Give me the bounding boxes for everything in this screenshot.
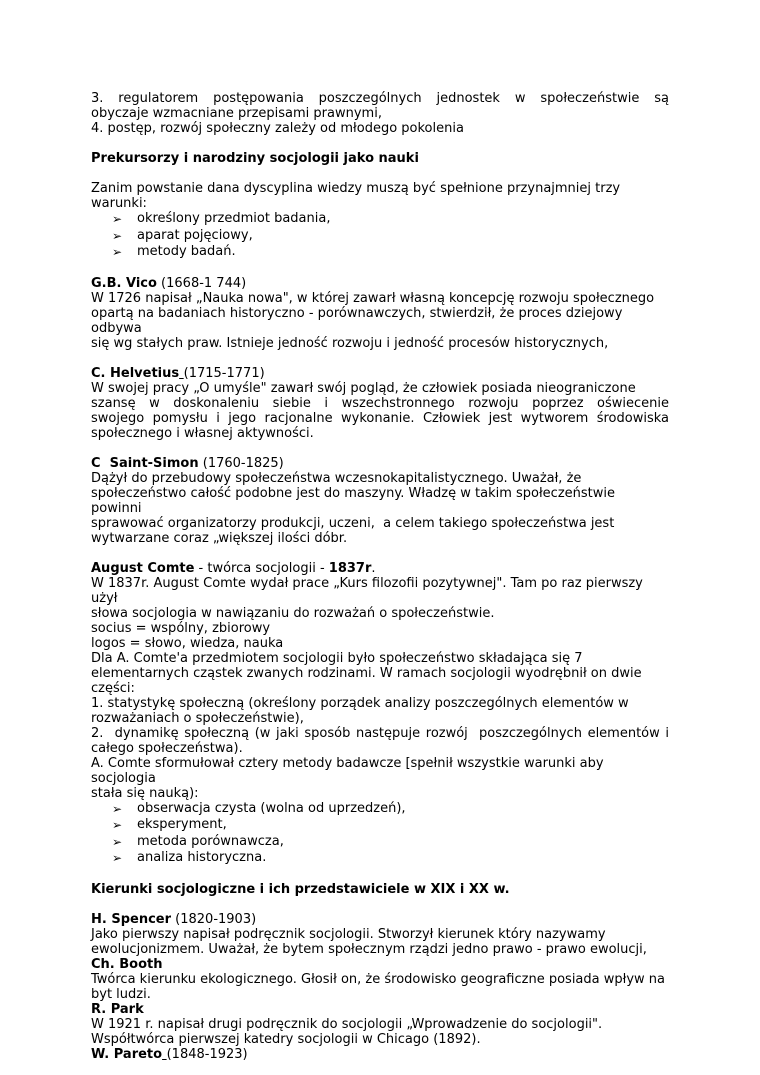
person-header-comte xyxy=(91,561,669,576)
paragraph-line: całego społeczeństwa). xyxy=(91,740,243,756)
arrow-bullet-icon: ➢ xyxy=(112,801,123,816)
paragraph-line: byt ludzi. xyxy=(91,986,151,1002)
conditions-list xyxy=(91,211,669,261)
paragraph-line: części: xyxy=(91,680,135,696)
paragraph-line: się wg stałych praw. Istnieje jedność rozwoju i jedność procesów historycznych, xyxy=(91,335,609,351)
person-header-spencer xyxy=(91,912,669,927)
section-heading-prekursorzy: Prekursorzy i narodziny socjologii jako nauki xyxy=(91,151,419,166)
list-item: ➢ obserwacja czysta (wolna od uprzedzeń), xyxy=(112,800,406,816)
paragraph-line: swojego pomysłu i jego racjonalne wykonanie. Człowiek jest wytworem środowiska xyxy=(91,410,669,426)
paragraph-line: sprawować organizatorzy produkcji, uczeni, a celem takiego społeczeństwa jest xyxy=(91,515,615,531)
paragraph-line: Dążył do przebudowy społeczeństwa wczesnokapitalistycznego. Uważał, że xyxy=(91,470,582,486)
paragraph-line: W 1837r. August Comte wydał prace „Kurs filozofii pozytywnej". Tam po raz pierwszy użył xyxy=(91,575,643,606)
key-year-tail: . xyxy=(371,560,376,576)
list-item: ➢ aparat pojęciowy, xyxy=(112,227,253,243)
person-dates: (1760-1825) xyxy=(198,455,284,471)
paragraph-line: stała się nauką): xyxy=(91,785,199,801)
paragraph-line: wytwarzane coraz „większej ilości dóbr. xyxy=(91,530,348,546)
person-header-helvetius xyxy=(91,366,669,381)
person-header-pareto xyxy=(91,1047,669,1062)
person-name: H. Spencer xyxy=(91,911,172,927)
person-dates: (1820-1903) xyxy=(171,911,257,927)
section-heading-kierunki: Kierunki socjologiczne i ich przedstawiciele w XIX i XX w. xyxy=(91,881,510,897)
paragraph-line: A. Comte sformułował cztery metody badawcze [spełnił wszystkie warunki aby socjologia xyxy=(91,755,604,786)
paragraph-line: opartą na badaniach historyczno - porównawczych, stwierdził, że proces dziejowy odbywa xyxy=(91,305,623,336)
intro-line: 3. regulatorem postępowania poszczególnych jednostek w społeczeństwie są xyxy=(91,91,669,106)
intro-line: 4. postęp, rozwój społeczny zależy od młodego pokolenia xyxy=(91,121,464,136)
paragraph-line: ewolucjonizmem. Uważał, że bytem społecznym rządzi jedno prawo - prawo ewolucji, xyxy=(91,941,647,957)
arrow-bullet-icon: ➢ xyxy=(112,228,123,243)
paragraph-line: społeczeństwo całość podobne jest do maszyny. Władzę w takim społeczeństwie powinni xyxy=(91,485,616,516)
list-item: ➢ określony przedmiot badania, xyxy=(112,211,331,226)
paragraph-line: rozważaniach o społeczeństwie), xyxy=(91,710,304,726)
paragraph-line: Dla A. Comte'a przedmiotem socjologii było społeczeństwo składająca się 7 xyxy=(91,650,583,666)
list-item: ➢ metoda porównawcza, xyxy=(112,833,284,849)
paragraph-line: Twórca kierunku ekologicznego. Głosił on, że środowisko geograficzne posiada wpływ na xyxy=(91,971,665,987)
person-name: C Saint-Simon xyxy=(91,455,199,471)
list-item: ➢ eksperyment, xyxy=(112,817,227,832)
person-header-vico xyxy=(91,276,669,291)
person-dates: (1668-1 744) xyxy=(156,275,247,291)
person-tagline: - twórca socjologii - xyxy=(194,560,329,576)
paragraph-line: Współtwórca pierwszej katedry socjologii w Chicago (1892). xyxy=(91,1031,481,1047)
arrow-bullet-icon: ➢ xyxy=(112,245,123,259)
paragraph-line: społecznego i własnej aktywności. xyxy=(91,425,314,441)
document-page xyxy=(91,91,669,1062)
person-name: C. Helvetius xyxy=(91,365,180,381)
paragraph-line: logos = słowo, wiedza, nauka xyxy=(91,635,284,651)
paragraph-line: słowa socjologia w nawiązaniu do rozważań o społeczeństwie. xyxy=(91,605,495,621)
person-name-park: R. Park xyxy=(91,1001,144,1017)
person-dates: (1715-1771) xyxy=(183,365,265,381)
arrow-bullet-icon: ➢ xyxy=(112,818,123,832)
intro-line: obyczaje wzmacniane przepisami prawnymi, xyxy=(91,106,382,121)
key-year: 1837r xyxy=(328,560,372,576)
person-header-saint-simon xyxy=(91,456,669,471)
paragraph-lead: Zanim powstanie dana dyscyplina wiedzy muszą być spełnione przynajmniej trzy warunki: xyxy=(91,181,621,211)
paragraph-line: socius = wspólny, zbiorowy xyxy=(91,620,271,636)
person-dates: (1848-1923) xyxy=(166,1046,248,1062)
person-name: August Comte xyxy=(91,560,195,576)
arrow-bullet-icon: ➢ xyxy=(112,834,123,849)
person-name: W. Pareto xyxy=(91,1046,163,1062)
paragraph-line: 2. dynamikę społeczną (w jaki sposób następuje rozwój poszczególnych elementów i xyxy=(91,725,669,741)
paragraph-line: W 1726 napisał „Nauka nowa", w której zawarł własną koncepcję rozwoju społecznego xyxy=(91,290,655,306)
methods-list xyxy=(91,801,669,867)
person-name-booth: Ch. Booth xyxy=(91,956,163,972)
arrow-bullet-icon: ➢ xyxy=(112,851,123,865)
person-name: G.B. Vico xyxy=(91,275,157,291)
list-item: ➢ metody badań. xyxy=(112,244,236,259)
list-item: ➢ analiza historyczna. xyxy=(112,850,267,865)
paragraph-line: Jako pierwszy napisał podręcznik socjologii. Stworzył kierunek który nazywamy xyxy=(91,926,606,942)
paragraph-line: elementarnych cząstek zwanych rodzinami. W ramach socjologii wyodrębnił on dwie xyxy=(91,665,642,681)
paragraph-line: 1. statystykę społeczną (określony porządek analizy poszczególnych elementów w xyxy=(91,695,629,711)
paragraph-line: W 1921 r. napisał drugi podręcznik do socjologii „Wprowadzenie do socjologii". xyxy=(91,1016,603,1032)
paragraph-line: szansę w doskonaleniu siebie i wszechstronnego rozwoju poprzez oświecenie xyxy=(91,395,669,411)
arrow-bullet-icon: ➢ xyxy=(112,212,123,226)
paragraph-line: W swojej pracy „O umyśle" zawarł swój pogląd, że człowiek posiada nieograniczone xyxy=(91,380,636,396)
